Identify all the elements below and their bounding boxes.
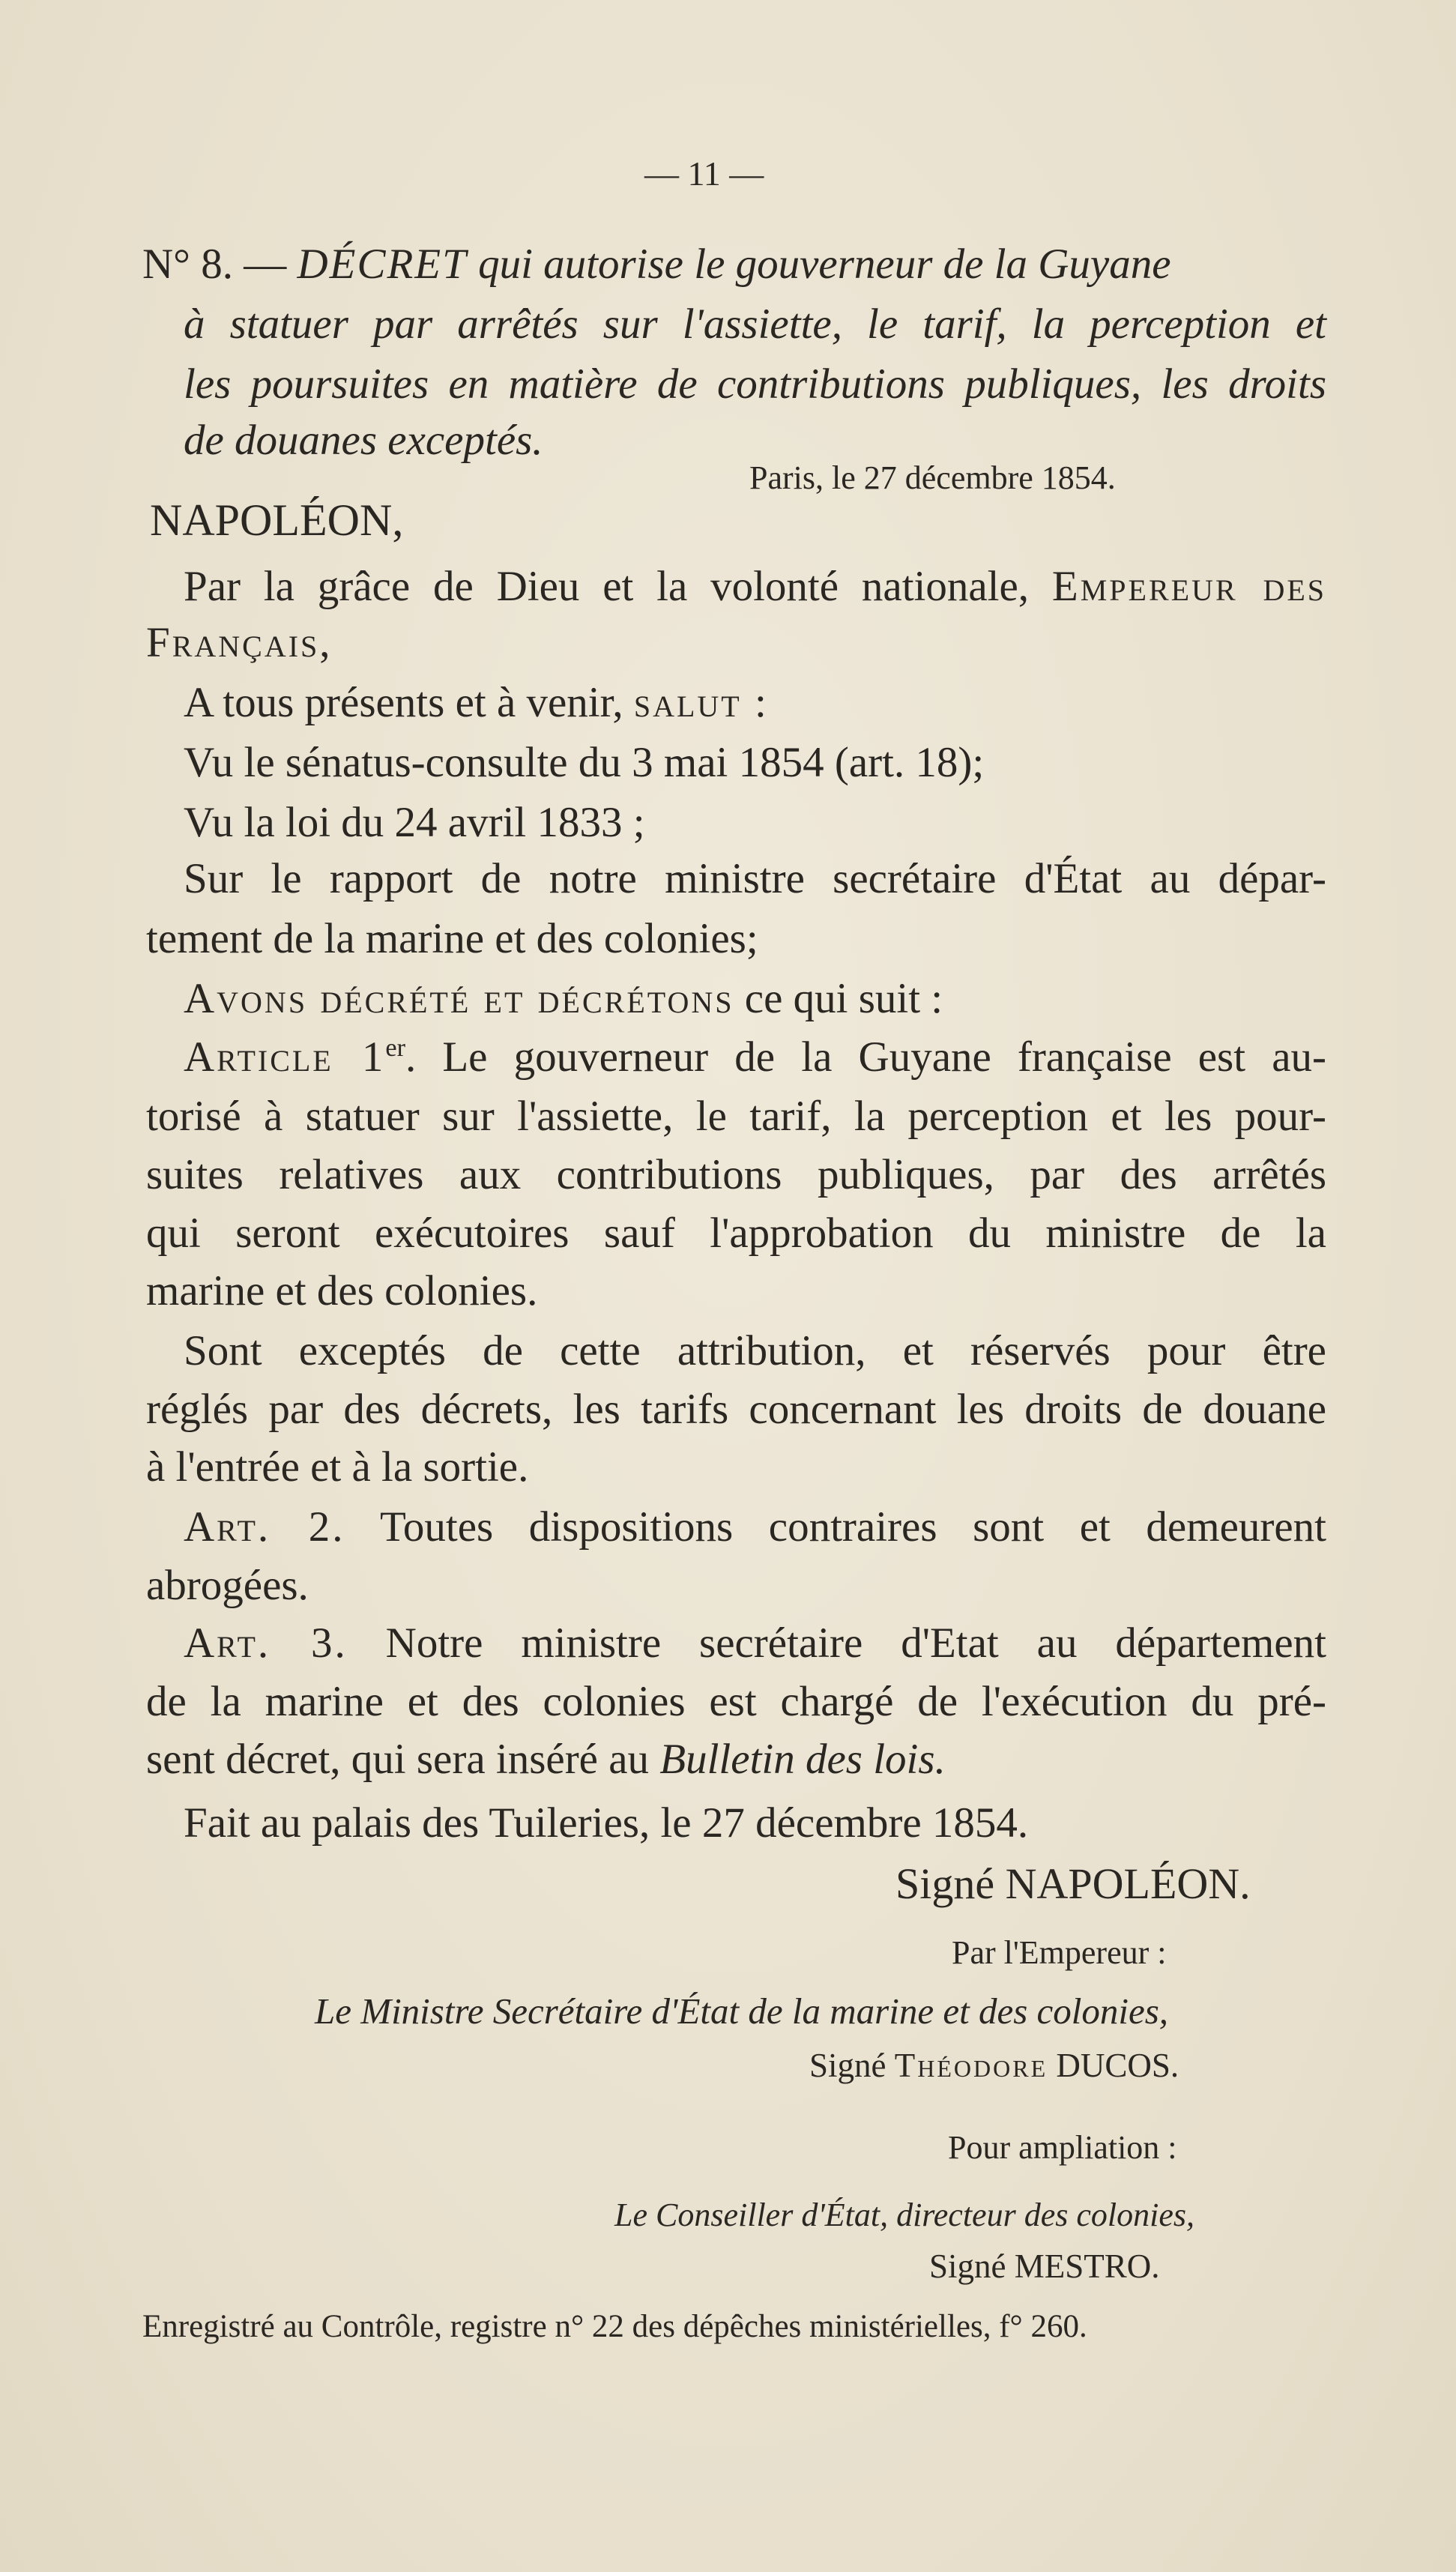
article-3-line-2: de la marine et des colonies est chargé de l'exécution du pré- <box>146 1678 1326 1725</box>
article-3-line-3 <box>146 1735 946 1784</box>
article-3-text-end: sent décret, qui sera inséré au <box>146 1736 650 1783</box>
minister-signature <box>809 2046 1179 2085</box>
decree-title-line-4: de douanes exceptés. <box>184 417 543 464</box>
emperor-title: Empereur des <box>1051 563 1327 610</box>
article-1-line-1 <box>184 1033 1326 1081</box>
done-at: Fait au palais des Tuileries, le 27 décembre 1854. <box>184 1799 1029 1847</box>
article-3-label: Art. 3. <box>184 1619 348 1667</box>
signed-word: Signé <box>809 2047 886 2084</box>
by-emperor: Par l'Empereur : <box>952 1934 1167 1971</box>
decree-title-line-1 <box>142 240 1326 289</box>
article-1-line-2: torisé à statuer sur l'assiette, le tarif, la perception et les pour- <box>146 1093 1326 1140</box>
visa-2: Vu la loi du 24 avril 1833 ; <box>184 799 645 846</box>
article-1-line-3: suites relatives aux contributions publiques, par des arrêtés <box>146 1151 1326 1198</box>
preamble-line-1 <box>184 562 1326 611</box>
preamble-line-3 <box>184 678 769 727</box>
article-1-text: . Le gouverneur de la Guyane française est au- <box>405 1033 1326 1081</box>
article-1-para-2-line-3: à l'entrée et à la sortie. <box>146 1443 529 1491</box>
page-number: — 11 — <box>644 154 764 193</box>
preamble-line-2: Français, <box>146 619 333 666</box>
decree-title-rest: qui autorise le gouverneur de la Guyane <box>478 241 1171 288</box>
article-2-line-1 <box>184 1503 1326 1551</box>
minister-surname: DUCOS. <box>1056 2047 1179 2084</box>
enacting-clause <box>184 974 943 1023</box>
ampliation: Pour ampliation : <box>948 2129 1177 2166</box>
preamble-address: A tous présents et à venir, <box>184 679 623 726</box>
sovereign-name: NAPOLÉON, <box>150 495 404 545</box>
councillor-title: Le Conseiller d'État, directeur des colonies, <box>614 2197 1194 2233</box>
bulletin-des-lois: Bulletin des lois. <box>659 1736 946 1783</box>
article-3-line-1 <box>184 1619 1326 1667</box>
salut-word: salut : <box>633 679 769 726</box>
article-2-label: Art. 2. <box>184 1503 345 1551</box>
decree-title-word: DÉCRET <box>297 241 468 288</box>
registration-note: Enregistré au Contrôle, registre n° 22 des dépêches ministérielles, f° 260. <box>142 2309 1087 2344</box>
enacting-formula: Avons décrété et décrétons <box>184 975 734 1022</box>
visa-3-line-2: tement de la marine et des colonies; <box>146 915 758 962</box>
article-1-para-2-line-2: réglés par des décrets, les tarifs concernant les droits de douane <box>146 1386 1326 1433</box>
article-1-label: Article 1 <box>184 1033 386 1081</box>
article-2-text: Toutes dispositions contraires sont et demeurent <box>380 1503 1326 1551</box>
article-3-text: Notre ministre secrétaire d'Etat au département <box>385 1619 1327 1667</box>
article-1-para-2-line-1: Sont exceptés de cette attribution, et réservés pour être <box>184 1327 1326 1374</box>
visa-1: Vu le sénatus-consulte du 3 mai 1854 (art. 18); <box>184 739 985 786</box>
minister-title: Le Ministre Secrétaire d'État de la marine et des colonies, <box>315 1990 1169 2032</box>
article-1-line-5: marine et des colonies. <box>146 1267 538 1314</box>
preamble-text: Par la grâce de Dieu et la volonté nationale, <box>184 563 1030 610</box>
place-date: Paris, le 27 décembre 1854. <box>749 459 1116 496</box>
enacting-tail: ce qui suit : <box>744 975 943 1022</box>
decree-title-line-3: les poursuites en matière de contributions publiques, les droits <box>184 360 1326 408</box>
decree-number: N° 8. — <box>142 241 287 288</box>
councillor-signature: Signé MESTRO. <box>929 2248 1160 2285</box>
decree-title-line-2: à statuer par arrêtés sur l'assiette, le tarif, la perception et <box>184 301 1326 348</box>
minister-first-name: Théodore <box>894 2047 1048 2084</box>
article-1-sup: er <box>385 1034 405 1062</box>
visa-3-line-1: Sur le rapport de notre ministre secrétaire d'État au dépar- <box>184 855 1326 902</box>
article-1-line-4: qui seront exécutoires sauf l'approbation du ministre de la <box>146 1210 1326 1257</box>
signed-napoleon: Signé NAPOLÉON. <box>895 1859 1251 1908</box>
article-2-line-2: abrogées. <box>146 1562 309 1609</box>
